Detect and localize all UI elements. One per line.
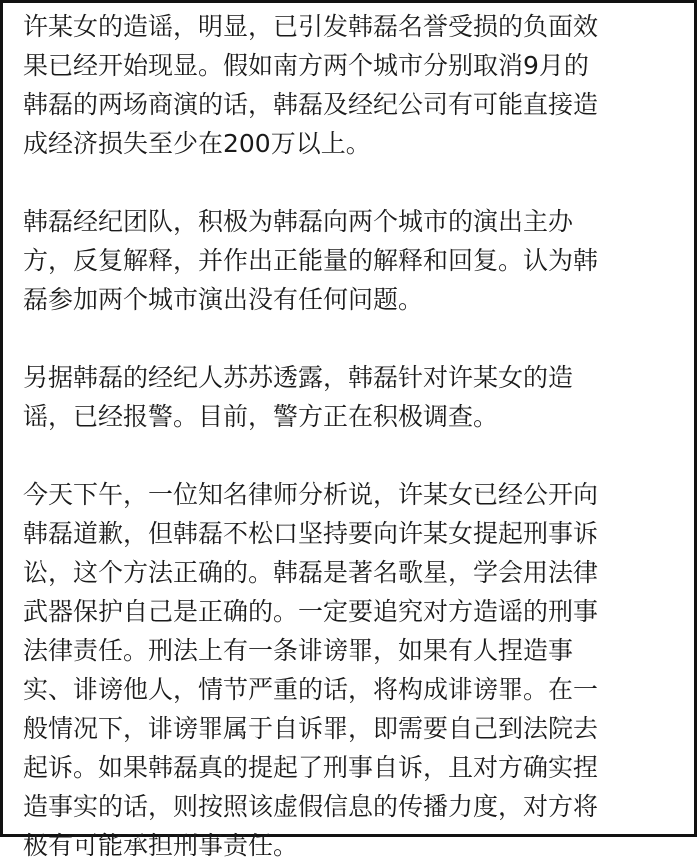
article-body [23, 7, 687, 865]
paragraph-gap [23, 163, 687, 202]
text-line: 韩磊经纪团队，积极为韩磊向两个城市的演出主办 [23, 207, 574, 236]
text-line: 另据韩磊的经纪人苏苏透露，韩磊针对许某女的造 [23, 363, 574, 392]
text-line: 法律责任。刑法上有一条诽谤罪，如果有人捏造事 [23, 636, 574, 665]
text-line: 极有可能承担刑事责任。 [23, 831, 299, 860]
paragraph-gap [23, 319, 687, 358]
text-line: 磊参加两个城市演出没有任何问题。 [23, 285, 424, 314]
text-line: 许某女的造谣，明显，已引发韩磊名誉受损的负面效 [23, 12, 599, 41]
text-line: 武器保护自己是正确的。一定要追究对方造谣的刑事 [23, 597, 599, 626]
text-line: 起诉。如果韩磊真的提起了刑事自诉，且对方确实捏 [23, 753, 599, 782]
text-line: 实、诽谤他人，情节严重的话，将构成诽谤罪。在一 [23, 675, 599, 704]
text-line: 般情况下，诽谤罪属于自诉罪，即需要自己到法院去 [23, 714, 599, 743]
text-line: 方，反复解释，并作出正能量的解释和回复。认为韩 [23, 246, 599, 275]
paragraph-rumor-impact [23, 7, 687, 163]
paragraph-lawyer-analysis [23, 475, 687, 865]
paragraph-gap [23, 436, 687, 475]
text-line: 讼，这个方法正确的。韩磊是著名歌星，学会用法律 [23, 558, 599, 587]
paragraph-team-response [23, 202, 687, 319]
text-line: 谣，已经报警。目前，警方正在积极调查。 [23, 402, 499, 431]
paragraph-police-report [23, 358, 687, 436]
text-line: 果已经开始现显。假如南方两个城市分别取消9月的 [23, 51, 589, 80]
text-line: 韩磊的两场商演的话，韩磊及经纪公司有可能直接造 [23, 90, 599, 119]
text-line: 成经济损失至少在200万以上。 [23, 129, 371, 158]
text-line: 韩磊道歉，但韩磊不松口坚持要向许某女提起刑事诉 [23, 519, 599, 548]
text-line: 今天下午，一位知名律师分析说，许某女已经公开向 [23, 480, 599, 509]
text-line: 造事实的话，则按照该虚假信息的传播力度，对方将 [23, 792, 599, 821]
